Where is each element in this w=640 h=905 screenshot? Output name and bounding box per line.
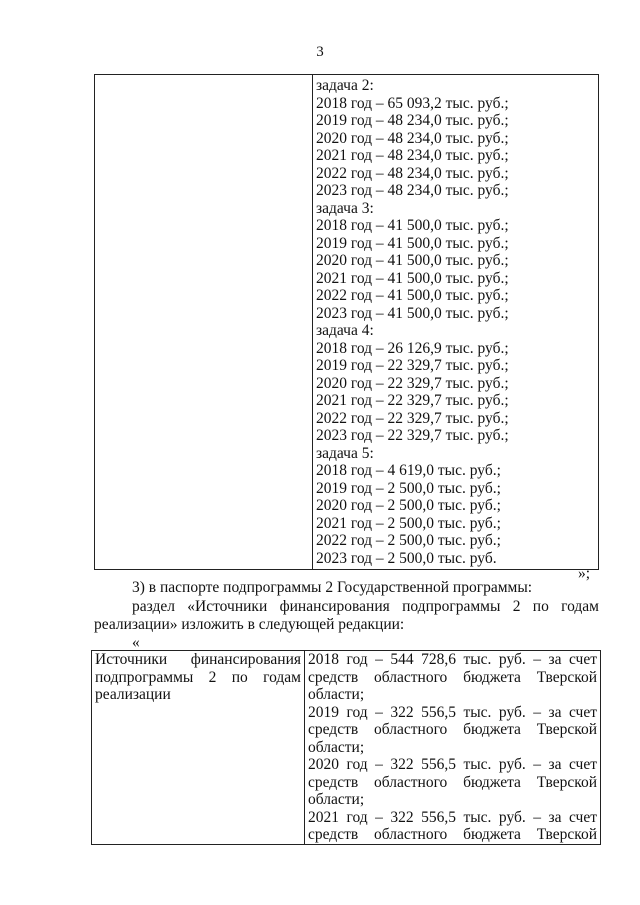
table1-line: 2023 год – 41 500,0 тыс. руб.;: [316, 304, 509, 322]
table1-line: 2019 год – 48 234,0 тыс. руб.;: [316, 112, 509, 129]
table1-line: 2023 год – 2 500,0 тыс. руб.: [316, 549, 497, 567]
table2-line: 2019 год – 322 556,5 тыс. руб. – за счет: [308, 703, 597, 721]
table1-line: 2022 год – 2 500,0 тыс. руб.;: [316, 532, 501, 549]
table1-line: задача 2:: [316, 77, 374, 94]
table2-line: средств областного бюджета Тверской: [308, 826, 597, 843]
table2-right-cell: [305, 651, 601, 845]
table2-left-cell: [92, 651, 305, 845]
funding-table-continued: [94, 74, 599, 570]
table1-line: задача 5:: [316, 444, 374, 462]
table1-line: 2021 год – 22 329,7 тыс. руб.;: [316, 392, 509, 409]
table1-line: 2020 год – 2 500,0 тыс. руб.;: [316, 497, 501, 514]
table2-line: области;: [308, 791, 365, 808]
table2-left-line: подпрограммы 2 по годам: [95, 668, 301, 686]
table1-line: 2018 год – 41 500,0 тыс. руб.;: [316, 217, 509, 234]
opening-quote: «: [132, 634, 140, 651]
table1-line: задача 3:: [316, 199, 374, 217]
table2-line: 2021 год – 322 556,5 тыс. руб. – за счет: [308, 808, 597, 826]
table1-right-cell: [313, 75, 599, 570]
table1-line: 2023 год – 22 329,7 тыс. руб.;: [316, 427, 509, 444]
table2-line: средств областного бюджета Тверской: [308, 668, 597, 686]
paragraph-item-3: 3) в паспорте подпрограммы 2 Государственной программы:: [132, 579, 533, 596]
table2-line: 2020 год – 322 556,5 тыс. руб. – за счет: [308, 756, 597, 773]
paragraph-section-line2: реализации» изложить в следующей редакции:: [94, 616, 405, 633]
table2-left-line: реализации: [95, 686, 171, 703]
table1-line: 2019 год – 22 329,7 тыс. руб.;: [316, 357, 509, 374]
table1-line: 2018 год – 4 619,0 тыс. руб.;: [316, 462, 501, 479]
table1-line: 2022 год – 22 329,7 тыс. руб.;: [316, 409, 509, 427]
table1-line: 2023 год – 48 234,0 тыс. руб.;: [316, 182, 509, 199]
table1-line: 2020 год – 41 500,0 тыс. руб.;: [316, 252, 509, 269]
table1-line: 2019 год – 41 500,0 тыс. руб.;: [316, 234, 509, 252]
table2-line: средств областного бюджета Тверской: [308, 721, 597, 738]
table1-left-cell: [95, 75, 313, 570]
closing-quote: »;: [578, 565, 591, 582]
table1-line: 2020 год – 22 329,7 тыс. руб.;: [316, 374, 509, 392]
table1-line: 2022 год – 41 500,0 тыс. руб.;: [316, 287, 509, 304]
table2-line: области;: [308, 686, 365, 703]
table2-line: средств областного бюджета Тверской: [308, 773, 597, 791]
table1-line: 2022 год – 48 234,0 тыс. руб.;: [316, 164, 509, 182]
table1-line: 2020 год – 48 234,0 тыс. руб.;: [316, 129, 509, 147]
funding-sources-table: [91, 650, 601, 845]
table1-line: 2021 год – 48 234,0 тыс. руб.;: [316, 147, 509, 164]
table1-line: 2018 год – 65 093,2 тыс. руб.;: [316, 94, 509, 112]
page-number: 3: [316, 44, 324, 60]
table2-line: 2018 год – 544 728,6 тыс. руб. – за счет: [308, 651, 597, 668]
paragraph-section-line1: раздел «Источники финансирования подпрограммы 2 по годам: [132, 598, 599, 615]
table2-line: области;: [308, 738, 365, 756]
table2-left-line: Источники финансирования: [95, 651, 301, 668]
table1-line: 2019 год – 2 500,0 тыс. руб.;: [316, 479, 501, 497]
table1-line: задача 4:: [316, 322, 374, 339]
table1-line: 2021 год – 2 500,0 тыс. руб.;: [316, 514, 501, 532]
table1-line: 2021 год – 41 500,0 тыс. руб.;: [316, 269, 509, 287]
table1-line: 2018 год – 26 126,9 тыс. руб.;: [316, 339, 509, 357]
